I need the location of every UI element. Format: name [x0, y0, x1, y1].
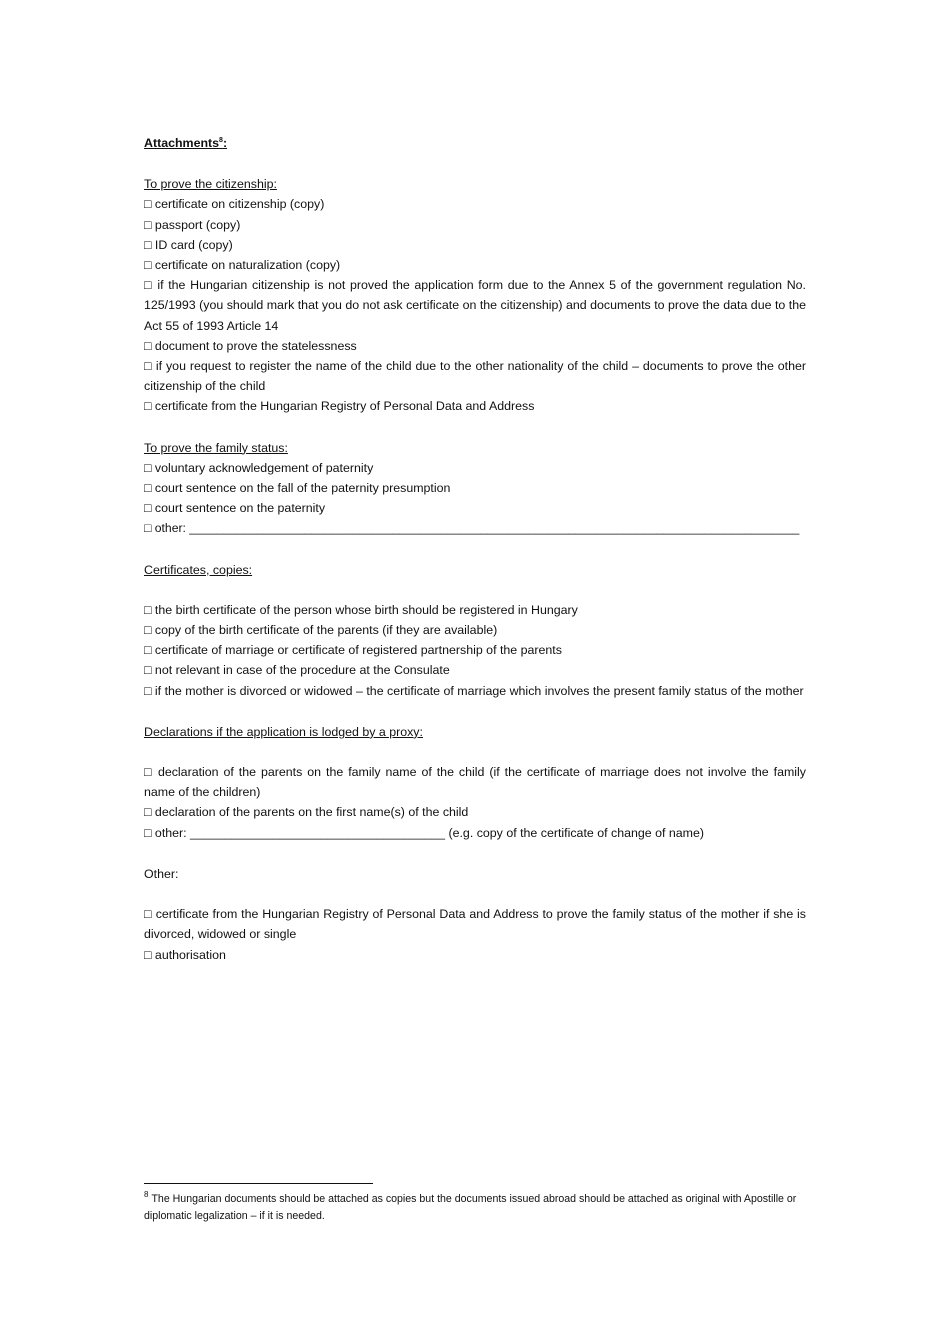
- section-heading-family-status: To prove the family status:: [144, 440, 288, 455]
- section-other: [144, 864, 806, 965]
- checklist-item: □ authorisation: [144, 947, 226, 962]
- checklist-item-other: □ other: _____________________________________ (e.g. copy of the certificate of change of name): [144, 825, 704, 840]
- checklist-item: □ if the Hungarian citizenship is not proved the application form due to the Annex 5 of the government regulation No. 125/1993 (you should mark that you do not ask certificate on the citizenship) and documents to prove the data due to the Act 55 of 1993 Article 14: [144, 278, 806, 333]
- section-heading-other: Other:: [144, 866, 179, 881]
- section-family-status: [144, 438, 806, 539]
- section-certificates: [144, 560, 806, 701]
- checklist-item: □ certificate of marriage or certificate of registered partnership of the parents: [144, 643, 562, 658]
- checklist-item: □ passport (copy): [144, 217, 241, 232]
- footnote: [144, 1191, 806, 1224]
- footnote-number: 8: [144, 1190, 149, 1200]
- page-title: [144, 133, 806, 153]
- checklist-item: □ declaration of the parents on the family name of the child (if the certificate of marriage does not involve the family name of the children): [144, 765, 806, 800]
- footnote-ref: 8: [219, 136, 223, 144]
- checklist-item: □ declaration of the parents on the first name(s) of the child: [144, 805, 469, 820]
- footnote-separator: [144, 1183, 373, 1184]
- checklist-item: □ if you request to register the name of the child due to the other nationality of the child – documents to prove the other citizenship of the child: [144, 359, 806, 394]
- checklist-item: □ the birth certificate of the person whose birth should be registered in Hungary: [144, 602, 578, 617]
- checklist-item: □ not relevant in case of the procedure at the Consulate: [144, 663, 450, 678]
- attachments-page: [144, 133, 806, 965]
- checklist-item: □ if the mother is divorced or widowed – the certificate of marriage which involves the present family status of the mother: [144, 683, 804, 698]
- checklist-item: □ court sentence on the paternity: [144, 501, 326, 516]
- page-title-colon: :: [222, 136, 228, 150]
- checklist-item: □ certificate from the Hungarian Registry of Personal Data and Address to prove the family status of the mother if she is divorced, widowed or single: [144, 907, 806, 942]
- checklist-item: □ voluntary acknowledgement of paternity: [144, 460, 374, 475]
- checklist-item: □ document to prove the statelessness: [144, 338, 357, 353]
- checklist-item: □ copy of the birth certificate of the parents (if they are available): [144, 623, 498, 638]
- section-heading-certificates: Certificates, copies:: [144, 562, 253, 577]
- checklist-item: □ certificate on naturalization (copy): [144, 258, 341, 273]
- checklist-item: □ ID card (copy): [144, 237, 233, 252]
- footnote-text: The Hungarian documents should be attached as copies but the documents issued abroad should be attached as original with Apostille or diplomatic legalization – if it is needed.: [144, 1193, 797, 1222]
- section-heading-citizenship: To prove the citizenship:: [144, 177, 277, 192]
- section-citizenship: [144, 174, 806, 416]
- checklist-item: □ certificate on citizenship (copy): [144, 197, 325, 212]
- checklist-item: □ certificate from the Hungarian Registry of Personal Data and Address: [144, 399, 535, 414]
- section-declarations: [144, 722, 806, 843]
- page-title-text: Attachments: [144, 136, 220, 150]
- section-heading-declarations: Declarations if the application is lodged by a proxy:: [144, 724, 423, 739]
- checklist-item-other: □ other: __________________________________________________________________________________________: [144, 521, 800, 536]
- checklist-item: □ court sentence on the fall of the paternity presumption: [144, 481, 451, 496]
